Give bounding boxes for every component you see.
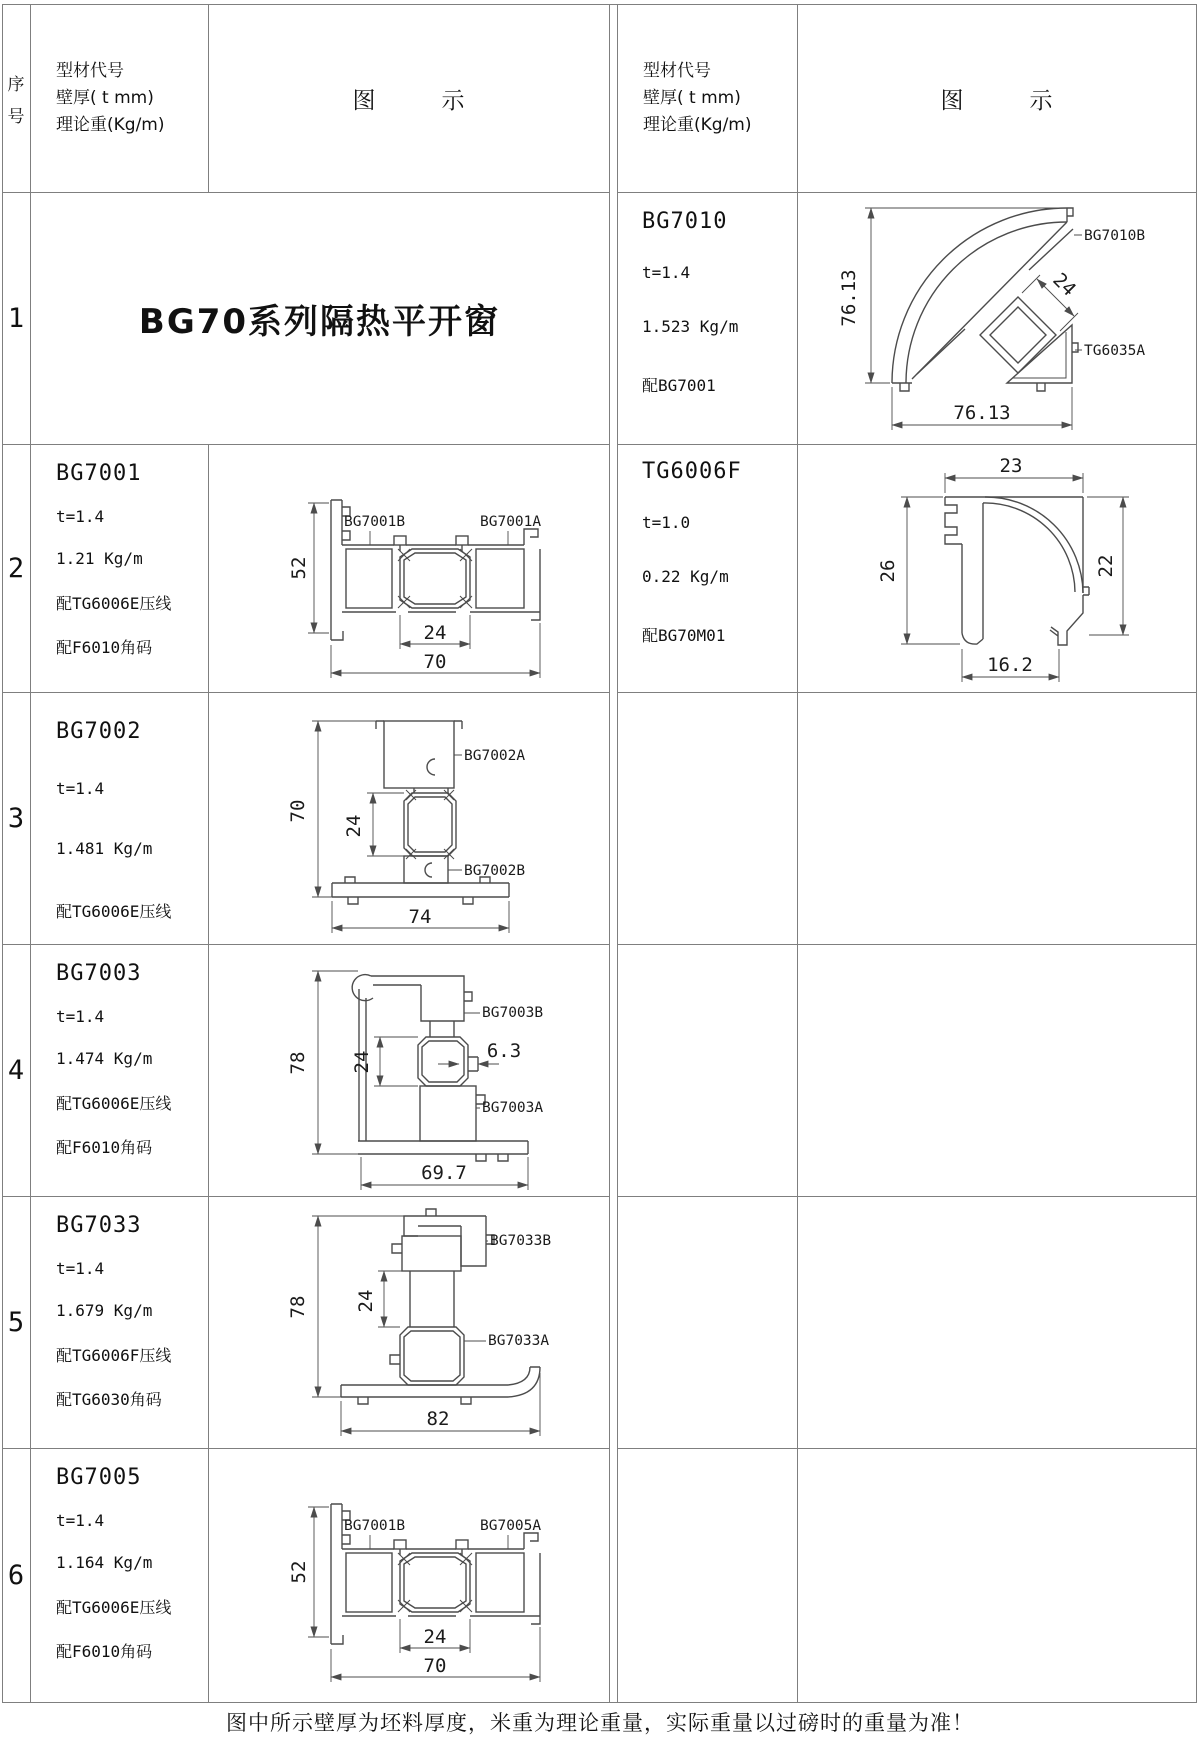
profile-diagram-bg7002 [208,693,608,944]
accessory-note: 配TG6006F压线 [56,1346,172,1365]
profile-code: BG7001 [56,461,142,486]
dim-label-mid: 24 [423,1626,447,1648]
dim-label-width: 82 [426,1408,450,1430]
part-labels [448,748,525,879]
part-label: BG7033A [488,1333,550,1349]
profile-diagram-bg7005 [208,1449,608,1702]
dim-label-width: 74 [408,906,432,928]
profile-info-tg6006f [617,445,797,692]
dimensions [287,971,528,1190]
part-labels [1074,228,1145,359]
profile-info-bg7005 [30,1449,208,1702]
unit-weight: 0.22 Kg/m [642,567,729,586]
profile-code: BG7005 [56,1465,142,1490]
unit-weight: 1.164 Kg/m [56,1553,153,1572]
header-spec-right [617,4,797,192]
part-label: BG7005A [480,1518,542,1534]
diagram-cell-tg6006f [797,445,1196,692]
unit-weight: 1.21 Kg/m [56,549,143,568]
header-diagram-char: 图 [352,87,376,114]
wall-thickness: t=1.4 [56,1259,105,1278]
header-spec-line: 型材代号 [56,60,124,81]
part-label: BG7033B [490,1233,552,1249]
dim-label-height: 78 [287,1051,309,1075]
dim-label-top: 23 [999,455,1023,477]
series-title: BG70系列隔热平开窗 [138,302,501,342]
diagram-cell-bg7002 [208,693,609,944]
profile-code: BG7003 [56,961,142,986]
header-spec-line: 壁厚( t mm) [56,87,154,108]
part-labels [344,1518,541,1549]
accessory-note: 配TG6030角码 [56,1390,162,1409]
header-spec-line: 壁厚( t mm) [643,87,741,108]
section-outline [892,208,1081,391]
diagram-cell-bg7003 [208,945,609,1196]
dim-label-mid: 24 [351,1050,373,1074]
profile-info-bg7003 [30,945,208,1196]
dim-label-height: 76.13 [838,269,860,327]
dimensions [287,1216,540,1436]
profile-code: TG6006F [642,459,742,484]
table-grid-line [617,1196,1197,1197]
header-seq-char: 号 [7,106,25,127]
dim-label-width: 69.7 [421,1162,467,1184]
part-label: BG7002B [464,863,526,879]
profile-code: BG7010 [642,209,728,234]
header-seq [2,4,30,192]
dim-label-height: 70 [287,799,309,823]
dim-label-mid: 24 [343,814,365,838]
row-number: 6 [7,1560,25,1591]
part-label: BG7001A [480,514,542,530]
dimensions [838,208,1080,430]
profile-diagram-bg7001 [208,445,608,692]
dim-label-diag: 24 [1048,268,1081,301]
table-grid-line [617,1448,1197,1449]
wall-thickness: t=1.4 [56,507,105,526]
dim-label-width: 76.13 [953,402,1011,424]
header-spec-line: 理论重(Kg/m) [643,114,752,135]
dim-label-width: 70 [423,651,447,673]
part-label: BG7003B [482,1005,544,1021]
unit-weight: 1.481 Kg/m [56,839,153,858]
part-labels [464,1233,551,1349]
header-diagram-char: 图 [940,87,964,114]
table-grid-line [617,944,1197,945]
wall-thickness: t=1.4 [642,263,691,282]
profile-code: BG7033 [56,1213,142,1238]
diagram-cell-bg7010 [797,193,1196,444]
row-number: 1 [7,303,25,334]
dim-label-mid: 24 [355,1289,377,1313]
profile-info-bg7002 [30,693,208,944]
accessory-note: 配F6010角码 [56,638,153,657]
unit-weight: 1.474 Kg/m [56,1049,153,1068]
unit-weight: 1.679 Kg/m [56,1301,153,1320]
profile-info-bg7010 [617,193,797,444]
section-outline [352,975,528,1161]
part-label: BG7001B [344,1518,406,1534]
header-spec-line: 理论重(Kg/m) [56,114,165,135]
profile-info-bg7001 [30,445,208,692]
row-number: 5 [7,1307,25,1338]
footer-note: 图中所示壁厚为坯料厚度，米重为理论重量，实际重量以过磅时的重量为准！ [226,1711,974,1735]
part-label: BG7003A [482,1100,544,1116]
accessory-note: 配TG6006E压线 [56,902,172,921]
dim-label-height: 78 [287,1295,309,1319]
section-outline [945,497,1089,645]
profile-code: BG7002 [56,719,142,744]
header-diagram-char: 示 [441,87,465,114]
table-grid-line [1196,4,1197,1702]
table-grid-line [617,692,1197,693]
accessory-note: 配F6010角码 [56,1642,153,1661]
accessory-note: 配BG70M01 [642,626,726,645]
dim-label-right: 22 [1095,554,1117,578]
profile-diagram-bg7033 [208,1197,608,1448]
row-number: 3 [7,803,25,834]
wall-thickness: t=1.4 [56,1511,105,1530]
diagram-cell-bg7033 [208,1197,609,1448]
profile-diagram-bg7010 [797,193,1196,444]
wall-thickness: t=1.4 [56,1007,105,1026]
dimensions [877,455,1129,682]
dim-label-width: 70 [423,1655,447,1677]
dim-label-gap: 6.3 [486,1040,522,1062]
header-spec-left [30,4,208,192]
header-diagram-left [208,4,609,192]
part-label: BG7002A [464,748,526,764]
dim-label-height: 52 [288,1560,310,1584]
table-grid-line [2,1702,1197,1703]
header-spec-line: 型材代号 [643,60,711,81]
dim-label-bottom: 16.2 [987,654,1033,676]
header-seq-char: 序 [7,74,25,95]
dim-label-mid: 24 [423,622,447,644]
unit-weight: 1.523 Kg/m [642,317,739,336]
profile-diagram-bg7003 [208,945,608,1196]
part-labels [344,514,541,545]
diagram-cell-bg7001 [208,445,609,692]
accessory-note: 配TG6006E压线 [56,1598,172,1617]
dim-label-left: 26 [877,559,899,583]
row-number: 2 [7,553,25,584]
accessory-note: 配F6010角码 [56,1138,153,1157]
accessory-note: 配TG6006E压线 [56,1094,172,1113]
part-label: BG7001B [344,514,406,530]
diagram-cell-bg7005 [208,1449,609,1702]
dim-label-height: 52 [288,556,310,580]
accessory-note: 配TG6006E压线 [56,594,172,613]
header-diagram-char: 示 [1029,87,1053,114]
profile-info-bg7033 [30,1197,208,1448]
part-label: TG6035A [1084,343,1146,359]
row-number: 4 [7,1055,25,1086]
table-grid-line [609,4,610,1702]
wall-thickness: t=1.4 [56,779,105,798]
part-label: BG7010B [1084,228,1146,244]
accessory-note: 配BG7001 [642,376,716,395]
wall-thickness: t=1.0 [642,513,691,532]
profile-diagram-tg6006f [797,445,1196,692]
header-diagram-right [797,4,1196,192]
